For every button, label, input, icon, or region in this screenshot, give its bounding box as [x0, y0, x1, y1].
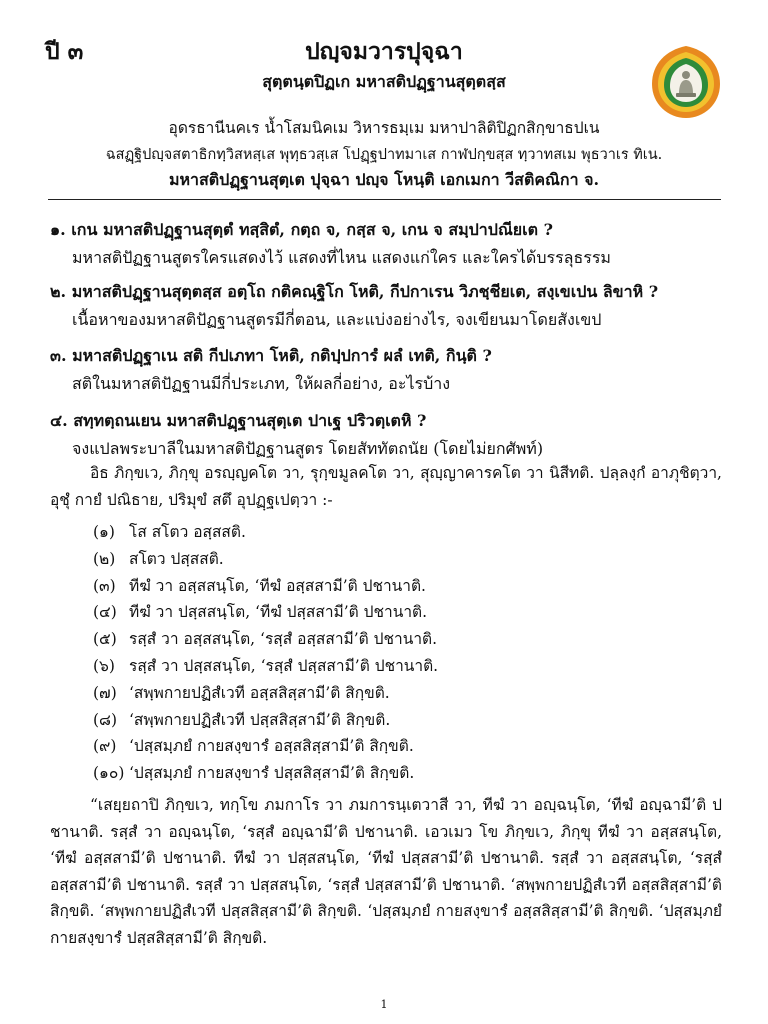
closing-paragraph: “เสยฺยถาปิ ภิกฺขเว, ทกฺโข ภมกาโร วา ภมการนฺเตวาสี วา, ทีฆํ วา อญฺฉนฺโต, ‘ทีฆํ อญฺฉามี’ติ ปชานาติ. รสฺสํ วา อญฺฉนฺโต, ‘รสฺสํ อญฺฉามี’ติ ปชานาติ. เอวเมว โข ภิกฺขเว, ภิกฺขุ ทีฆํ วา อสฺสสนฺโต, ‘ทีฆํ อสฺสสามี’ติ ปชานาติ. ทีฆํ วา ปสฺสสนฺโต, ‘ทีฆํ ปสฺสสามี’ติ ปชานาติ. รสฺสํ วา อสฺสสนฺโต, ‘รสฺสํ อสฺสสามี’ติ ปชานาติ. รสฺสํ วา ปสฺสสนฺโต, ‘รสฺสํ ปสฺสสามี’ติ ปชานาติ. ‘สพฺพกายปฏิสํเวที อสฺสสิสฺสามี’ติ สิกฺขติ. ‘สพฺพกายปฏิสํเวที ปสฺสสิสฺสามี’ติ สิกฺขติ. ‘ปสฺสมฺภยํ กายสงฺขารํ อสฺสสิสฺสามี’ติ สิกฺขติ. ‘ปสฺสมฺภยํ กายสงฺขารํ ปสฺสสิสฺสามี’ติ สิกฺขติ. — [50, 796, 722, 947]
question-1 — [50, 218, 730, 271]
subtitle: สุตฺตนฺตปิฏเก มหาสติปฏฺฐานสุตฺตสฺส — [262, 72, 506, 91]
question-text: ๒. มหาสติปฏฺฐานสุตฺตสฺส อตฺโถ กติคณฺฐิโก โหติ, กีปกาเรน วิภชฺชียเต, สงฺเขเปน ลิขาหิ ? — [50, 282, 659, 301]
list-item — [93, 680, 438, 707]
list-item — [93, 599, 438, 626]
list-text: ‘ปสฺสมฺภยํ กายสงฺขารํ อสฺสสิสฺสามี’ติ สิกฺขติ. — [129, 737, 414, 756]
list-number: (๑) — [93, 523, 115, 541]
question-text: ๑. เกน มหาสติปฏฺฐานสุตฺตํ ทสฺสิตํ, กตฺถ จ, กสฺส จ, เกน จ สมฺปาปณียเต ? — [50, 220, 553, 239]
header-line-3: มหาสติปฏฺฐานสุตฺเต ปุจฺฉา ปญฺจ โหนฺติ เอกเมกา วีสติคณิกา จ. — [168, 170, 600, 189]
divider — [48, 199, 721, 200]
list-text: รสฺสํ วา ปสฺสสนฺโต, ‘รสฺสํ ปสฺสสามี’ติ ปชานาติ. — [129, 656, 439, 675]
list-number: (๖) — [93, 656, 115, 675]
list-number: (๒) — [93, 549, 116, 568]
header-line-1: อุดรธานีนคเร น้ำโสมนิคเม วิหารธมฺเม มหาปาลิติปิฏกสิกฺขาธปเน — [168, 119, 600, 137]
passage-list — [93, 519, 438, 787]
page-number: 1 — [380, 998, 388, 1011]
list-text: ‘สพฺพกายปฏิสํเวที ปสฺสสิสฺสามี’ติ สิกฺขติ. — [129, 710, 391, 729]
question-subtext: จงแปลพระบาลีในมหาสติปัฏฐานสูตร โดยสัททัตถนัย (โดยไม่ยกศัพท์) — [72, 439, 544, 458]
list-item — [93, 626, 438, 653]
list-number: (๗) — [93, 683, 117, 702]
list-item — [93, 653, 438, 680]
question-text: ๔. สทฺทตฺถนเยน มหาสติปฏฺฐานสุตฺเต ปาเฐ ปริวตฺเตหิ ? — [50, 411, 427, 430]
list-number: (๔) — [93, 603, 117, 622]
question-2 — [50, 280, 730, 333]
list-number: (๕) — [93, 630, 117, 649]
list-number: (๙) — [93, 737, 117, 756]
page-title: ปญฺจมวารปุจฺฉา — [305, 38, 463, 65]
list-item — [93, 707, 438, 734]
list-number: (๓) — [93, 576, 116, 595]
intro-paragraph: อิธ ภิกฺขเว, ภิกฺขุ อรญฺญคโต วา, รุกฺขมูลคโต วา, สุญฺญาคารคโต วา นิสีทติ. ปลฺลงฺกํ อาภุชิตฺวา, อุชุํ กายํ ปณิธาย, ปริมุขํ สตึ อุปฏฺฐเปตฺวา :- — [50, 464, 722, 509]
list-item — [93, 733, 438, 760]
question-text: ๓. มหาสติปฏฺฐาเน สติ กีปเภทา โหติ, กติปฺปการํ ผลํ เทติ, กินฺติ ? — [50, 346, 492, 365]
list-item — [93, 573, 438, 600]
year-label: ปี ๓ — [45, 38, 84, 65]
question-3 — [50, 344, 730, 397]
list-text: ทีฆํ วา อสฺสสนฺโต, ‘ทีฆํ อสฺสสามี’ติ ปชานาติ. — [129, 576, 426, 595]
list-text: ‘สพฺพกายปฏิสํเวที อสฺสสิสฺสามี’ติ สิกฺขติ. — [129, 683, 390, 702]
list-text: รสฺสํ วา อสฺสสนฺโต, ‘รสฺสํ อสฺสสามี’ติ ปชานาติ. — [129, 630, 438, 649]
list-number: (๘) — [93, 710, 118, 729]
question-subtext: มหาสติปัฏฐานสูตรใครแสดงไว้ แสดงที่ไหน แสดงแก่ใคร และใครได้บรรลุธรรม — [72, 248, 611, 267]
list-item — [93, 546, 438, 573]
list-item — [93, 519, 438, 546]
list-text: ‘ปสฺสมฺภยํ กายสงฺขารํ ปสฺสสิสฺสามี’ติ สิกฺขติ. — [129, 764, 415, 783]
question-subtext: สติในมหาสติปัฏฐานมีกี่ประเภท, ให้ผลกี่อย่าง, อะไรบ้าง — [72, 374, 451, 393]
question-subtext: เนื้อหาของมหาสติปัฏฐานสูตรมีกี่ตอน, และแบ่งอย่างไร, จงเขียนมาโดยสังเขป — [72, 310, 602, 329]
list-number: (๑๐) — [93, 764, 125, 783]
list-item — [93, 760, 438, 787]
list-text: สโตว ปสฺสสติ. — [129, 549, 224, 568]
list-text: ทีฆํ วา ปสฺสสนฺโต, ‘ทีฆํ ปสฺสสามี’ติ ปชานาติ. — [129, 603, 428, 622]
header-line-2: ฉสฏฺฐิปญฺจสตาธิกทฺวิสหสฺเส พุทฺธวสฺเส โปฏฺฐปาทมาเส กาฬปกฺขสฺส ทฺวาทสเม พุธวาเร ทิเน. — [105, 147, 663, 163]
question-4 — [50, 409, 730, 462]
list-text: โส สโตว อสฺสสติ. — [129, 523, 246, 541]
